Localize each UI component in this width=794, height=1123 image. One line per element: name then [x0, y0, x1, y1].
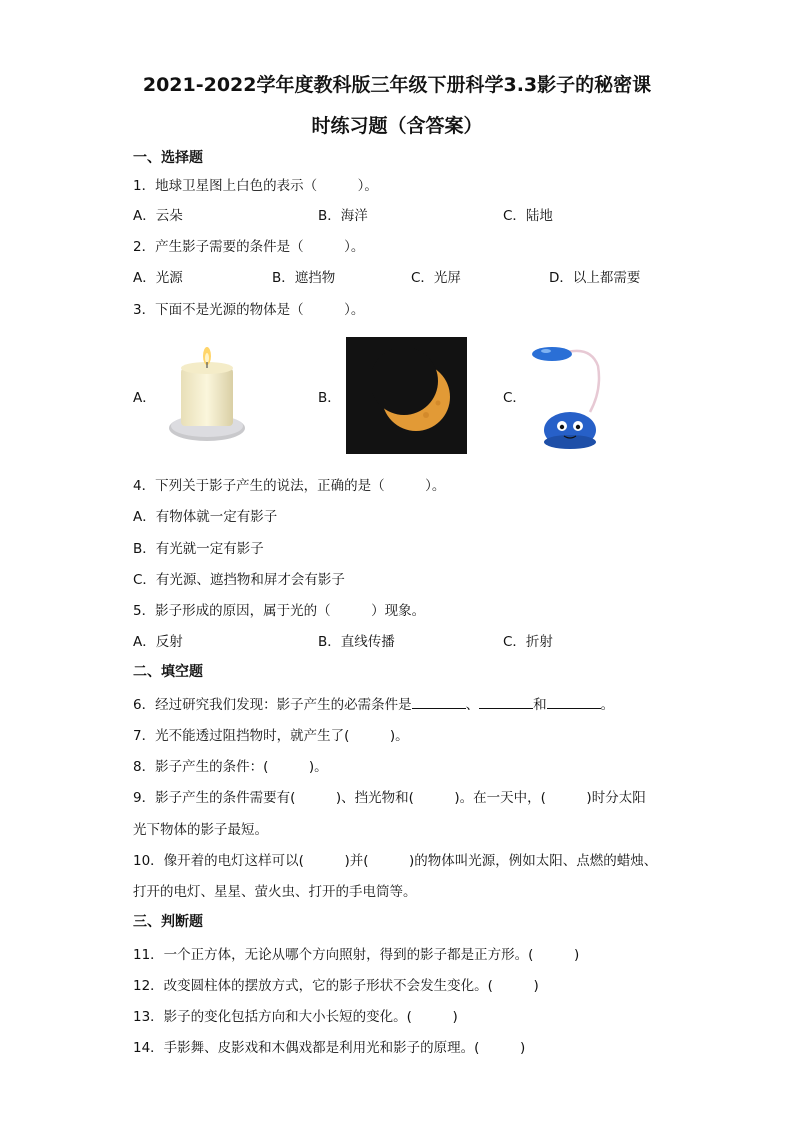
q6-text-b: 、: [465, 697, 480, 713]
q4-option-b: B．有光就一定有影子: [133, 541, 264, 557]
question-5: 5．影子形成的原因，属于光的（ ）现象。: [133, 603, 426, 619]
question-7: 7．光不能透过阻挡物时，就产生了( )。: [133, 728, 409, 744]
q5-option-c: C．折射: [503, 634, 553, 650]
question-12: 12．改变圆柱体的摆放方式，它的影子形状不会发生变化。( ): [133, 978, 539, 994]
moon-image: [346, 337, 467, 454]
q1-option-a: A．云朵: [133, 208, 183, 224]
q2-option-b: B．遮挡物: [272, 270, 336, 286]
q6-text-a: 6．经过研究我们发现：影子产生的必需条件是: [133, 697, 412, 713]
q6-text-d: 。: [600, 697, 615, 713]
question-9-line-2: 光下物体的影子最短。: [133, 822, 268, 838]
question-4: 4．下列关于影子产生的说法，正确的是（ ）。: [133, 478, 446, 494]
q1-option-c: C．陆地: [503, 208, 553, 224]
q2-option-d: D．以上都需要: [549, 270, 641, 286]
q4-option-c: C．有光源、遮挡物和屏才会有影子: [133, 572, 345, 588]
q1-option-b: B．海洋: [318, 208, 368, 224]
q3-option-c: C．: [503, 390, 526, 406]
section-choice: 一、选择题: [133, 150, 203, 166]
q3-option-a: A．: [133, 390, 156, 406]
question-3: 3．下面不是光源的物体是（ ）。: [133, 302, 365, 318]
q2-option-c: C．光屏: [411, 270, 461, 286]
q6-blank-2: [479, 696, 533, 709]
question-11: 11．一个正方体，无论从哪个方向照射，得到的影子都是正方形。( ): [133, 947, 580, 963]
question-2: 2．产生影子需要的条件是（ ）。: [133, 239, 365, 255]
q4-option-a: A．有物体就一定有影子: [133, 509, 278, 525]
section-fill-blank: 二、填空题: [133, 664, 203, 680]
desk-lamp-image: [528, 340, 608, 455]
question-6: [133, 693, 614, 713]
question-10-line-1: 10．像开着的电灯这样可以( )并( )的物体叫光源，例如太阳、点燃的蜡烛、: [133, 853, 658, 869]
q6-blank-1: [412, 696, 466, 709]
question-8: 8．影子产生的条件：( )。: [133, 759, 328, 775]
section-judgement: 三、判断题: [133, 914, 203, 930]
q3-option-b: B．: [318, 390, 341, 406]
q6-blank-3: [547, 696, 601, 709]
question-14: 14．手影舞、皮影戏和木偶戏都是利用光和影子的原理。( ): [133, 1040, 526, 1056]
question-9-line-1: 9．影子产生的条件需要有( )、挡光物和( )。在一天中，( )时分太阳: [133, 790, 646, 806]
q5-option-b: B．直线传播: [318, 634, 395, 650]
question-1: 1．地球卫星图上白色的表示（ ）。: [133, 178, 378, 194]
question-13: 13．影子的变化包括方向和大小长短的变化。( ): [133, 1009, 458, 1025]
q2-option-a: A．光源: [133, 270, 183, 286]
title-line-2: 时练习题（含答案）: [311, 115, 483, 137]
title-line-1: 2021-2022学年度教科版三年级下册科学3.3影子的秘密课: [142, 74, 652, 96]
q5-option-a: A．反射: [133, 634, 183, 650]
candle-image: [165, 340, 250, 445]
q6-text-c: 和: [533, 697, 547, 713]
question-10-line-2: 打开的电灯、星星、萤火虫、打开的手电筒等。: [133, 884, 417, 900]
